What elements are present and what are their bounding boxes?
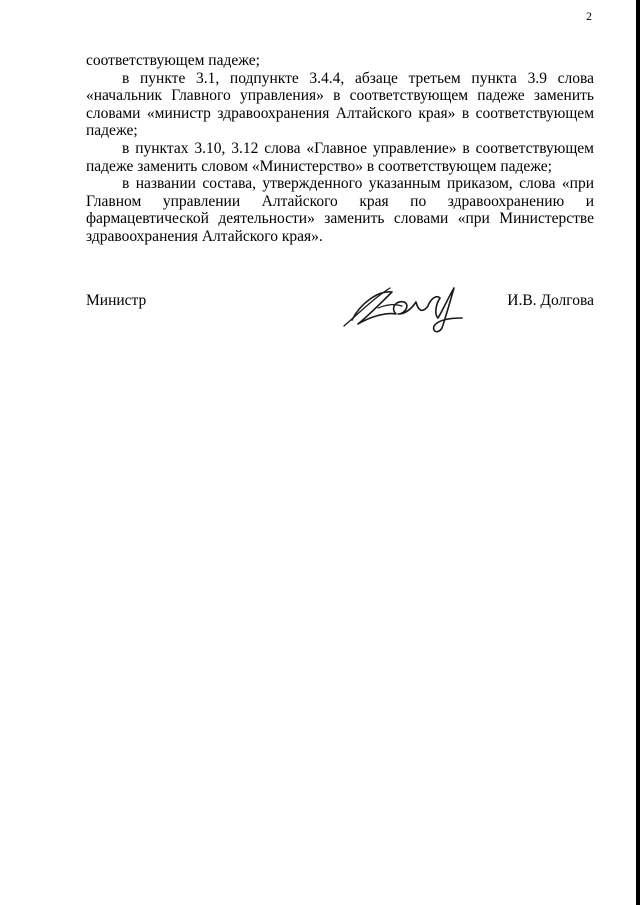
page-number: 2: [586, 9, 592, 23]
scan-edge-border: [636, 0, 640, 905]
signer-name: И.В. Долгова: [507, 292, 594, 309]
paragraph-item: в названии состава, утвержденного указанным приказом, слова «при Главном управлении Алтайского края по здравоохранению и фармацевтической деятельности» заменить словами «при Министерстве здравоохранения Алтайского края».: [86, 175, 594, 245]
signature-block: [86, 268, 594, 358]
paragraph-continuation: соответствующем падеже;: [86, 52, 260, 69]
document-body: [86, 52, 594, 246]
handwritten-signature-icon: [338, 268, 468, 336]
signer-position: Министр: [86, 292, 147, 309]
paragraph-item: в пунктах 3.10, 3.12 слова «Главное управление» в соответствующем падеже заменить словом «Министерство» в соответствующем падеже;: [86, 139, 594, 175]
paragraph-item: в пункте 3.1, подпункте 3.4.4, абзаце третьем пункта 3.9 слова «начальник Главного управления» в соответствующем падеже заменить словами «министр здравоохранения Алтайского края» в соответствующем падеже;: [86, 69, 594, 140]
